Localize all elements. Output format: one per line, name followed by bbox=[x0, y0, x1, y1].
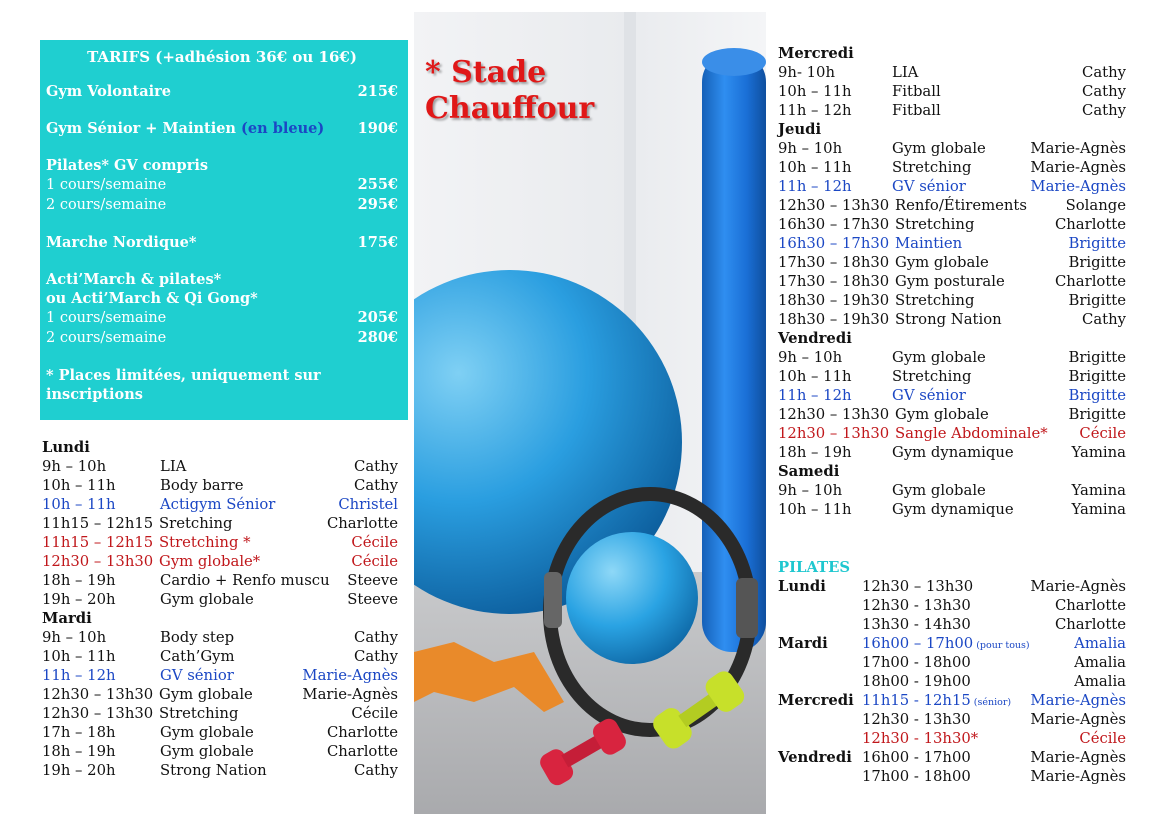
coach-name: Charlotte bbox=[1054, 616, 1126, 633]
tarif-label: 2 cours/semaine bbox=[46, 197, 167, 213]
time-slot: 10h – 11h bbox=[778, 159, 852, 176]
time-slot: 11h15 – 12h15 bbox=[42, 515, 154, 532]
coach-name: Amalia bbox=[1074, 635, 1126, 652]
time-slot: 12h30 – 13h30 bbox=[42, 705, 154, 722]
activity-name: Stretching bbox=[159, 705, 239, 722]
time-slot: 12h30 - 13h30 bbox=[862, 711, 971, 728]
coach-name: Yamina bbox=[1071, 444, 1126, 461]
time-slot: 18h – 19h bbox=[42, 572, 116, 589]
time-slot: 17h30 – 18h30 bbox=[778, 273, 890, 290]
pilates-row bbox=[778, 691, 1126, 710]
pilates-row bbox=[778, 634, 1126, 653]
coach-name: Marie-Agnès bbox=[302, 686, 398, 703]
coach-name: Marie-Agnès bbox=[1030, 578, 1126, 595]
pilates-row bbox=[778, 710, 1126, 729]
activity-name: Gym globale bbox=[892, 482, 986, 499]
time-slot: 19h – 20h bbox=[42, 762, 116, 779]
coach-name: Cécile bbox=[351, 705, 398, 722]
day-heading: Jeudi bbox=[778, 121, 822, 138]
coach-name: Cathy bbox=[1082, 102, 1126, 119]
activity-name: Stretching bbox=[895, 216, 975, 233]
activity-name: Cath’Gym bbox=[160, 648, 235, 665]
coach-name: Cathy bbox=[354, 648, 398, 665]
time-slot: 10h – 11h bbox=[778, 368, 852, 385]
tarif-label: Marche Nordique* bbox=[46, 234, 197, 251]
schedule-row bbox=[778, 196, 1126, 215]
activity-name: Gym globale bbox=[892, 349, 986, 366]
tarif-label: 1 cours/semaine bbox=[46, 177, 167, 193]
schedule-row bbox=[778, 253, 1126, 272]
schedule-row bbox=[42, 666, 398, 685]
schedule-row bbox=[778, 272, 1126, 291]
time-slot: 12h30 – 13h30 bbox=[778, 406, 890, 423]
coach-name: Marie-Agnès bbox=[1030, 711, 1126, 728]
activity-name: GV sénior bbox=[892, 178, 966, 195]
time-slot: 11h – 12h bbox=[42, 667, 116, 684]
coach-name: Amalia bbox=[1074, 654, 1126, 671]
coach-name: Cathy bbox=[1082, 64, 1126, 81]
activity-name: Gym globale bbox=[160, 591, 254, 608]
pilates-row bbox=[778, 653, 1126, 672]
pilates-row bbox=[778, 729, 1126, 748]
pilates-row bbox=[778, 596, 1126, 615]
activity-name: Cardio + Renfo muscu bbox=[160, 572, 330, 589]
tarif-label: Gym Volontaire bbox=[46, 83, 171, 100]
coach-name: Marie-Agnès bbox=[1030, 768, 1126, 785]
tarif-price: 190€ bbox=[357, 120, 398, 137]
fitness-equipment-photo bbox=[414, 12, 766, 814]
tarif-label: Acti’March & pilates* bbox=[46, 271, 222, 288]
tarif-blue-note: (en bleue) bbox=[241, 120, 325, 137]
pilates-title: PILATES bbox=[778, 559, 851, 576]
tarif-actimarch-1 bbox=[46, 308, 398, 328]
time-slot: 19h – 20h bbox=[42, 591, 116, 608]
tarif-pilates-1 bbox=[46, 175, 398, 195]
time-slot: 18h30 – 19h30 bbox=[778, 311, 890, 328]
activity-name: GV sénior bbox=[892, 387, 966, 404]
coach-name: Charlotte bbox=[326, 515, 398, 532]
tarif-price: 215€ bbox=[357, 83, 398, 100]
coach-name: Cathy bbox=[354, 458, 398, 475]
pilates-day: Mercredi bbox=[778, 692, 854, 709]
schedule-row bbox=[42, 514, 398, 533]
coach-name: Cathy bbox=[1082, 311, 1126, 328]
time-slot: 9h- 10h bbox=[778, 64, 836, 81]
day-heading: Samedi bbox=[778, 463, 840, 480]
activity-name: Gym dynamique bbox=[892, 501, 1014, 518]
schedule-row bbox=[778, 101, 1126, 120]
schedule-row bbox=[42, 533, 398, 552]
schedule-row bbox=[42, 761, 398, 780]
activity-name: Gym dynamique bbox=[892, 444, 1014, 461]
activity-name: Gym globale bbox=[160, 724, 254, 741]
schedule-left bbox=[42, 438, 398, 780]
stade-chauffour-label bbox=[425, 55, 594, 127]
day-heading: Vendredi bbox=[778, 330, 852, 347]
schedule-row bbox=[42, 704, 398, 723]
time-slot: 11h15 - 12h15 (sénior) bbox=[862, 692, 1012, 709]
coach-name: Brigitte bbox=[1068, 349, 1126, 366]
coach-name: Yamina bbox=[1071, 482, 1126, 499]
coach-name: Marie-Agnès bbox=[1030, 749, 1126, 766]
tarif-label bbox=[46, 119, 324, 138]
coach-name: Solange bbox=[1065, 197, 1126, 214]
activity-name: Renfo/Étirements bbox=[895, 197, 1027, 214]
activity-name: Maintien bbox=[895, 235, 963, 252]
activity-name: Gym globale bbox=[159, 686, 253, 703]
activity-name: Gym globale* bbox=[159, 553, 261, 570]
coach-name: Brigitte bbox=[1068, 254, 1126, 271]
time-slot: 10h – 11h bbox=[778, 83, 852, 100]
time-slot: 9h – 10h bbox=[778, 482, 843, 499]
coach-name: Cécile bbox=[1079, 425, 1126, 442]
activity-name: LIA bbox=[160, 458, 187, 475]
time-slot: 18h – 19h bbox=[778, 444, 852, 461]
time-slot: 10h – 11h bbox=[42, 477, 116, 494]
schedule-row bbox=[778, 291, 1126, 310]
time-slot: 10h – 11h bbox=[42, 648, 116, 665]
pilates-note: (sénior) bbox=[970, 697, 1012, 708]
pilates-row bbox=[778, 672, 1126, 691]
activity-name: Stretching bbox=[895, 292, 975, 309]
time-slot: 16h00 – 17h00 (pour tous) bbox=[862, 635, 1030, 652]
tarif-gym-volontaire bbox=[46, 82, 398, 101]
time-slot: 11h15 – 12h15 bbox=[42, 534, 154, 551]
coach-name: Brigitte bbox=[1068, 368, 1126, 385]
coach-name: Charlotte bbox=[1054, 216, 1126, 233]
schedule-row bbox=[42, 552, 398, 571]
schedule-row bbox=[42, 571, 398, 590]
time-slot: 12h30 – 13h30 bbox=[42, 553, 154, 570]
schedule-row bbox=[778, 481, 1126, 500]
schedule-row bbox=[42, 476, 398, 495]
tarif-label: ou Acti’March & Qi Gong* bbox=[46, 290, 258, 307]
schedule-row bbox=[42, 628, 398, 647]
time-slot: 12h30 – 13h30 bbox=[778, 425, 890, 442]
coach-name: Marie-Agnès bbox=[1030, 178, 1126, 195]
coach-name: Cathy bbox=[354, 477, 398, 494]
schedule-row bbox=[42, 495, 398, 514]
tarif-pilates-heading bbox=[46, 156, 398, 175]
coach-name: Cécile bbox=[351, 534, 398, 551]
time-slot: 12h30 - 13h30 bbox=[862, 597, 971, 614]
tarif-price: 255€ bbox=[357, 176, 398, 193]
time-slot: 13h30 - 14h30 bbox=[862, 616, 971, 633]
tarif-gym-senior bbox=[46, 119, 398, 138]
day-heading: Lundi bbox=[42, 439, 90, 456]
pilates-day: Mardi bbox=[778, 635, 828, 652]
activity-name: Stretching * bbox=[159, 534, 251, 551]
time-slot: 16h30 – 17h30 bbox=[778, 235, 890, 252]
coach-name: Amalia bbox=[1074, 673, 1126, 690]
tarif-marche-nordique bbox=[46, 233, 398, 252]
activity-name: GV sénior bbox=[160, 667, 234, 684]
schedule-row bbox=[778, 139, 1126, 158]
activity-name: Sretching bbox=[159, 515, 233, 532]
time-slot: 18h30 – 19h30 bbox=[778, 292, 890, 309]
schedule-row bbox=[778, 424, 1126, 443]
schedule-row bbox=[778, 215, 1126, 234]
tarif-label-text: Gym Sénior + Maintien bbox=[46, 120, 242, 137]
stade-line-1: * Stade bbox=[425, 55, 547, 90]
schedule-row bbox=[778, 367, 1126, 386]
schedule-row bbox=[42, 647, 398, 666]
coach-name: Cathy bbox=[354, 629, 398, 646]
tarif-label: 2 cours/semaine bbox=[46, 330, 167, 346]
activity-name: Strong Nation bbox=[895, 311, 1002, 328]
activity-name: Gym globale bbox=[892, 140, 986, 157]
schedule-row bbox=[42, 590, 398, 609]
pilates-schedule bbox=[778, 558, 1126, 786]
schedule-row bbox=[42, 457, 398, 476]
pilates-note: (pour tous) bbox=[973, 640, 1030, 651]
activity-name: LIA bbox=[892, 64, 919, 81]
pilates-row bbox=[778, 748, 1126, 767]
tarif-price: 295€ bbox=[357, 196, 398, 213]
activity-name: Gym globale bbox=[895, 406, 989, 423]
time-slot: 11h – 12h bbox=[778, 387, 852, 404]
coach-name: Brigitte bbox=[1068, 235, 1126, 252]
coach-name: Charlotte bbox=[326, 724, 398, 741]
time-slot: 9h – 10h bbox=[42, 458, 107, 475]
schedule-row bbox=[778, 310, 1126, 329]
tarifs-box bbox=[40, 40, 408, 420]
coach-name: Marie-Agnès bbox=[1030, 159, 1126, 176]
pilates-row bbox=[778, 577, 1126, 596]
time-slot: 12h30 - 13h30* bbox=[862, 730, 979, 747]
tarif-price: 175€ bbox=[357, 234, 398, 251]
activity-name: Body barre bbox=[160, 477, 244, 494]
activity-name: Actigym Sénior bbox=[160, 496, 276, 513]
coach-name: Charlotte bbox=[326, 743, 398, 760]
time-slot: 17h30 – 18h30 bbox=[778, 254, 890, 271]
schedule-right bbox=[778, 44, 1126, 519]
schedule-row bbox=[778, 500, 1126, 519]
pilates-row bbox=[778, 767, 1126, 786]
pilates-day: Vendredi bbox=[778, 749, 852, 766]
coach-name: Marie-Agnès bbox=[1030, 692, 1126, 709]
time-slot: 17h00 - 18h00 bbox=[862, 654, 971, 671]
activity-name: Strong Nation bbox=[160, 762, 267, 779]
schedule-row bbox=[42, 685, 398, 704]
time-slot: 12h30 – 13h30 bbox=[778, 197, 890, 214]
schedule-row bbox=[778, 63, 1126, 82]
stade-line-2: Chauffour bbox=[425, 91, 595, 126]
coach-name: Cécile bbox=[1079, 730, 1126, 747]
coach-name: Steeve bbox=[347, 591, 398, 608]
time-slot: 12h30 – 13h30 bbox=[42, 686, 154, 703]
activity-name: Gym globale bbox=[895, 254, 989, 271]
schedule-row bbox=[778, 177, 1126, 196]
time-slot: 11h – 12h bbox=[778, 178, 852, 195]
time-slot: 9h – 10h bbox=[42, 629, 107, 646]
time-slot: 9h – 10h bbox=[778, 140, 843, 157]
time-slot: 10h – 11h bbox=[42, 496, 116, 513]
schedule-row bbox=[778, 443, 1126, 462]
coach-name: Charlotte bbox=[1054, 273, 1126, 290]
time-slot: 17h – 18h bbox=[42, 724, 116, 741]
time-slot: 9h – 10h bbox=[778, 349, 843, 366]
coach-name: Cathy bbox=[354, 762, 398, 779]
activity-name: Fitball bbox=[892, 83, 941, 100]
tarif-label: 1 cours/semaine bbox=[46, 310, 167, 326]
coach-name: Cathy bbox=[1082, 83, 1126, 100]
coach-name: Brigitte bbox=[1068, 292, 1126, 309]
schedule-row bbox=[778, 82, 1126, 101]
coach-name: Marie-Agnès bbox=[1030, 140, 1126, 157]
time-slot: 18h00 - 19h00 bbox=[862, 673, 971, 690]
coach-name: Charlotte bbox=[1054, 597, 1126, 614]
schedule-row bbox=[42, 742, 398, 761]
coach-name: Brigitte bbox=[1068, 387, 1126, 404]
tarif-price: 280€ bbox=[357, 329, 398, 346]
schedule-row bbox=[778, 348, 1126, 367]
coach-name: Brigitte bbox=[1068, 406, 1126, 423]
tarif-actimarch-2 bbox=[46, 328, 398, 348]
day-heading: Mercredi bbox=[778, 45, 854, 62]
coach-name: Yamina bbox=[1071, 501, 1126, 518]
tarif-actimarch-heading-1 bbox=[46, 270, 398, 289]
time-slot: 16h30 – 17h30 bbox=[778, 216, 890, 233]
activity-name: Stretching bbox=[892, 368, 972, 385]
activity-name: Gym globale bbox=[160, 743, 254, 760]
time-slot: 10h – 11h bbox=[778, 501, 852, 518]
schedule-row bbox=[778, 386, 1126, 405]
tarif-actimarch-heading-2 bbox=[46, 289, 398, 308]
activity-name: Fitball bbox=[892, 102, 941, 119]
coach-name: Christel bbox=[338, 496, 398, 513]
time-slot: 11h – 12h bbox=[778, 102, 852, 119]
pilates-day: Lundi bbox=[778, 578, 826, 595]
tarifs-title: TARIFS (+adhésion 36€ ou 16€) bbox=[87, 48, 357, 66]
schedule-row bbox=[42, 723, 398, 742]
activity-name: Gym posturale bbox=[895, 273, 1005, 290]
time-slot: 12h30 – 13h30 bbox=[862, 578, 974, 595]
activity-name: Body step bbox=[160, 629, 235, 646]
tarif-label: Pilates* GV compris bbox=[46, 157, 209, 174]
schedule-row bbox=[778, 234, 1126, 253]
tarif-note: * Places limitées, uniquement sur inscriptions bbox=[46, 367, 321, 403]
day-heading: Mardi bbox=[42, 610, 92, 627]
coach-name: Steeve bbox=[347, 572, 398, 589]
time-slot: 17h00 - 18h00 bbox=[862, 768, 971, 785]
schedule-row bbox=[778, 405, 1126, 424]
activity-name: Sangle Abdominale* bbox=[895, 425, 1048, 442]
pilates-row bbox=[778, 615, 1126, 634]
coach-name: Cécile bbox=[351, 553, 398, 570]
activity-name: Stretching bbox=[892, 159, 972, 176]
tarif-pilates-2 bbox=[46, 195, 398, 215]
time-slot: 16h00 - 17h00 bbox=[862, 749, 971, 766]
tarif-price: 205€ bbox=[357, 309, 398, 326]
coach-name: Marie-Agnès bbox=[302, 667, 398, 684]
schedule-row bbox=[778, 158, 1126, 177]
time-slot: 18h – 19h bbox=[42, 743, 116, 760]
